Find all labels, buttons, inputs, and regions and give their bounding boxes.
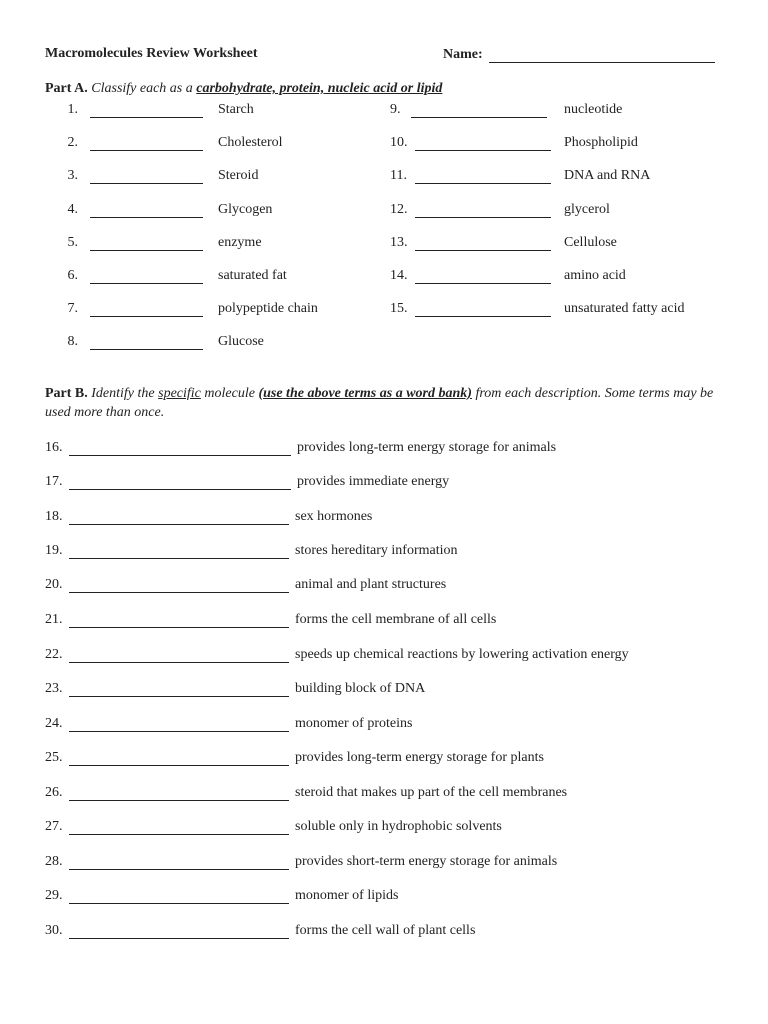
- part-a-item: 2. Cholesterol: [67, 135, 283, 150]
- answer-blank[interactable]: [415, 236, 551, 251]
- part-a-item: 4. Glycogen: [67, 202, 273, 217]
- answer-blank[interactable]: [69, 510, 289, 525]
- part-b-item: 27. soluble only in hydrophobic solvents: [45, 819, 502, 834]
- part-a-item: 3. Steroid: [67, 168, 259, 183]
- answer-blank[interactable]: [69, 751, 289, 766]
- part-b-item: 22. speeds up chemical reactions by lowering activation energy: [45, 647, 629, 662]
- name-blank-line[interactable]: [489, 46, 715, 63]
- answer-blank[interactable]: [411, 103, 547, 118]
- part-a-item: 1. Starch: [67, 102, 254, 117]
- part-b-item: 21. forms the cell membrane of all cells: [45, 612, 497, 627]
- part-a-instruction: Classify each as a: [91, 81, 193, 96]
- part-a-categories: carbohydrate, protein, nucleic acid or lipid: [196, 81, 443, 96]
- part-a-item: 13. Cellulose: [390, 235, 617, 250]
- part-b-item: 28. provides short-term energy storage for animals: [45, 854, 558, 869]
- answer-blank[interactable]: [415, 203, 551, 218]
- part-a-item: 8. Glucose: [67, 334, 264, 349]
- name-label: Name:: [443, 47, 483, 62]
- answer-blank[interactable]: [415, 269, 551, 284]
- answer-blank[interactable]: [90, 103, 203, 118]
- answer-blank[interactable]: [69, 441, 291, 456]
- answer-blank[interactable]: [69, 613, 289, 628]
- part-b-item: 26. steroid that makes up part of the cell membranes: [45, 785, 568, 800]
- worksheet-title: Macromolecules Review Worksheet: [45, 46, 258, 61]
- answer-blank[interactable]: [69, 889, 289, 904]
- part-a-item: 11. DNA and RNA: [390, 168, 651, 183]
- answer-blank[interactable]: [69, 544, 289, 559]
- part-b-item: 30. forms the cell wall of plant cells: [45, 923, 476, 938]
- part-a-item: 10. Phospholipid: [390, 135, 638, 150]
- answer-blank[interactable]: [415, 302, 551, 317]
- part-b-item: 23. building block of DNA: [45, 681, 426, 696]
- name-field: [443, 46, 715, 63]
- answer-blank[interactable]: [415, 136, 551, 151]
- specific-emphasis: specific: [158, 386, 201, 401]
- answer-blank[interactable]: [69, 682, 289, 697]
- part-b-item: 17. provides immediate energy: [45, 474, 450, 489]
- part-b-item: 16. provides long-term energy storage for animals: [45, 440, 557, 455]
- answer-blank[interactable]: [69, 855, 289, 870]
- part-b-item: 29. monomer of lipids: [45, 888, 399, 903]
- answer-blank[interactable]: [69, 717, 289, 732]
- part-a-item: 7. polypeptide chain: [67, 301, 318, 316]
- part-a-item: 6. saturated fat: [67, 268, 287, 283]
- answer-blank[interactable]: [69, 475, 291, 490]
- answer-blank[interactable]: [69, 820, 289, 835]
- part-b-item: 24. monomer of proteins: [45, 716, 413, 731]
- part-b-item: 19. stores hereditary information: [45, 543, 458, 558]
- answer-blank[interactable]: [90, 335, 203, 350]
- answer-blank[interactable]: [90, 236, 203, 251]
- part-a-item: 12. glycerol: [390, 202, 610, 217]
- answer-blank[interactable]: [69, 648, 289, 663]
- answer-blank[interactable]: [69, 924, 289, 939]
- answer-blank[interactable]: [69, 578, 289, 593]
- part-a-item: 5. enzyme: [67, 235, 262, 250]
- answer-blank[interactable]: [90, 169, 203, 184]
- answer-blank[interactable]: [415, 169, 551, 184]
- part-b-item: 20. animal and plant structures: [45, 577, 447, 592]
- part-a-item: 15. unsaturated fatty acid: [390, 301, 685, 316]
- part-b-item: 25. provides long-term energy storage for plants: [45, 750, 544, 765]
- part-b-heading: Part B. Identify the specific molecule (use the above terms as a word bank) from each description. Some terms may be used more than once.: [45, 386, 714, 420]
- answer-blank[interactable]: [69, 786, 289, 801]
- part-a-item: 9. nucleotide: [390, 102, 623, 117]
- answer-blank[interactable]: [90, 136, 203, 151]
- part-b-label: Part B.: [45, 386, 88, 401]
- part-a-heading: [45, 81, 442, 97]
- part-a-item: 14. amino acid: [390, 268, 626, 283]
- answer-blank[interactable]: [90, 269, 203, 284]
- answer-blank[interactable]: [90, 203, 203, 218]
- answer-blank[interactable]: [90, 302, 203, 317]
- word-bank-note: (use the above terms as a word bank): [258, 386, 472, 401]
- part-a-label: Part A.: [45, 81, 88, 96]
- part-b-item: 18. sex hormones: [45, 509, 373, 524]
